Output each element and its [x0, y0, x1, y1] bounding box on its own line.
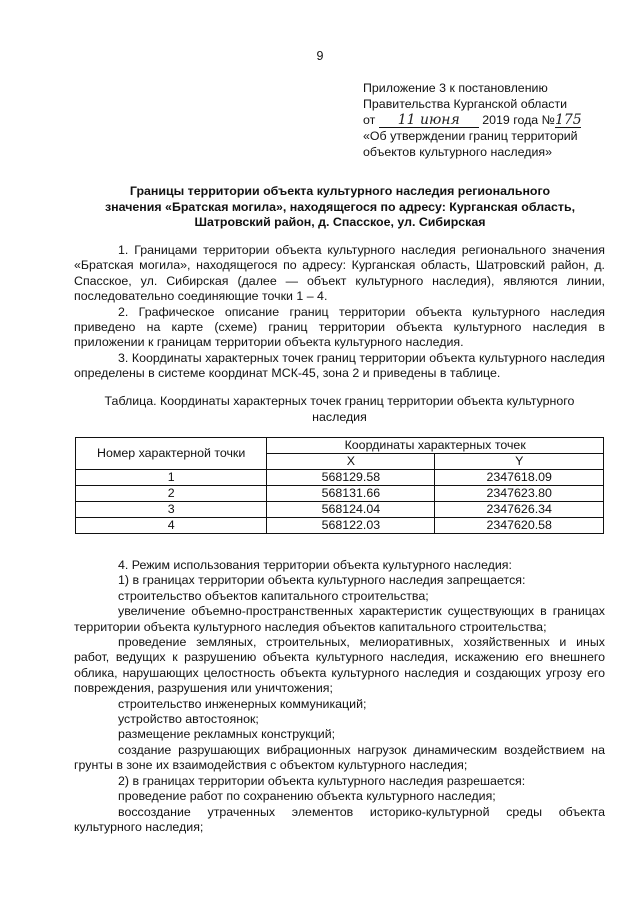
- coordinates-table: [75, 437, 604, 534]
- paragraph-item: воссоздание утраченных элементов историко-культурной среды объекта культурного наследия;: [74, 804, 605, 834]
- cell-point: 2: [76, 486, 267, 502]
- body-top: [74, 243, 605, 382]
- table-row: [76, 518, 604, 534]
- cell-point: 3: [76, 502, 267, 518]
- paragraph-1: 1. Границами территории объекта культурного наследия регионального значения «Братская могила», находящегося по адресу: Курганская область, Шатровский район, д. Спасское, ул. Сибирская (далее — объект культурного наследия), являются линии, последовательно соединяющие точки 1 – 4.: [74, 243, 605, 304]
- paragraph-item: проведение работ по сохранению объекта культурного наследия;: [118, 789, 496, 804]
- title-line-3: Шатровский район, д. Спасское, ул. Сибирская: [194, 215, 486, 229]
- handwritten-number: [555, 113, 581, 128]
- appendix-line-1: Приложение 3 к постановлению: [363, 81, 548, 95]
- header-x: X: [267, 454, 435, 470]
- table-caption: [74, 394, 605, 425]
- paragraph-4: 4. Режим использования территории объекта культурного наследия:: [118, 558, 512, 572]
- from-label: от: [363, 113, 376, 127]
- header-y: Y: [435, 454, 604, 470]
- paragraph-item: создание разрушающих вибрационных нагрузок динамическим воздействием на грунты в зоне их взаимодействия с объектом культурного наследия;: [74, 742, 605, 773]
- paragraph-prohibited: 1) в границах территории объекта культурного наследия запрещается:: [118, 573, 526, 588]
- year-text: 2019 года №: [482, 113, 555, 127]
- cell-x: 568122.03: [267, 518, 435, 534]
- paragraph-item: устройство автостоянок;: [118, 712, 259, 727]
- paragraph-item: строительство инженерных коммуникаций;: [118, 696, 367, 711]
- paragraph-item: размещение рекламных конструкций;: [118, 727, 336, 742]
- cell-y: 2347620.58: [435, 518, 604, 534]
- cell-y: 2347626.34: [435, 502, 604, 518]
- paragraph-item: проведение земляных, строительных, мелиоративных, хозяйственных и иных работ, ведущих к разрушению объекта культурного наследия, искажению его внешнего облика, нарушающих целостность объекта культурного наследия и создающих угрозу его повреждения, разрушения или уничтожения;: [74, 635, 605, 696]
- table-row: [76, 502, 604, 518]
- header-point-number: Номер характерной точки: [76, 438, 267, 470]
- appendix-line-2: Правительства Курганской области: [363, 97, 568, 111]
- paragraph-item: строительство объектов капитального строительства;: [118, 588, 429, 603]
- page-number: 9: [316, 49, 324, 63]
- paragraph-item: увеличение объемно-пространственных характеристик существующих в границах территории объекта культурного наследия объектов капитального строительства;: [74, 604, 605, 634]
- cell-x: 568131.66: [267, 486, 435, 502]
- table-row: [76, 470, 604, 486]
- body-bottom: [74, 558, 605, 835]
- cell-y: 2347618.09: [435, 470, 604, 486]
- cell-x: 568124.04: [267, 502, 435, 518]
- handwritten-date: [379, 113, 479, 128]
- appendix-line-4: «Об утверждении границ территорий: [363, 129, 578, 143]
- cell-point: 1: [76, 470, 267, 486]
- paragraph-2: 2. Графическое описание границ территории объекта культурного наследия приведено на карте (схеме) границ территории объекта культурного наследия в приложении к границам территории объекта культурного наследия.: [74, 304, 605, 350]
- document-title: [80, 184, 600, 231]
- appendix-line-5: объектов культурного наследия»: [363, 145, 553, 159]
- appendix-date-line: [363, 112, 623, 128]
- table-header-row: [76, 438, 604, 454]
- paragraph-allowed: 2) в границах территории объекта культурного наследия разрешается:: [118, 773, 526, 788]
- table-row: [76, 486, 604, 502]
- paragraph-3: 3. Координаты характерных точек границ территории объекта культурного наследия определены в системе координат МСК-45, зона 2 и приведены в таблице.: [74, 350, 605, 381]
- title-line-2: значения «Братская могила», находящегося по адресу: Курганская область,: [104, 199, 576, 214]
- title-line-1: Границы территории объекта культурного наследия регионального: [129, 184, 551, 198]
- cell-point: 4: [76, 518, 267, 534]
- table-caption-line-2: наследия: [312, 409, 367, 424]
- table-caption-line-1: Таблица. Координаты характерных точек границ территории объекта культурного: [104, 394, 575, 408]
- handwritten-date-text: 11 июня: [397, 112, 460, 128]
- cell-y: 2347623.80: [435, 486, 604, 502]
- appendix-block: [363, 80, 623, 160]
- handwritten-number-text: 175: [554, 112, 582, 128]
- cell-x: 568129.58: [267, 470, 435, 486]
- header-coordinates: Координаты характерных точек: [267, 438, 604, 454]
